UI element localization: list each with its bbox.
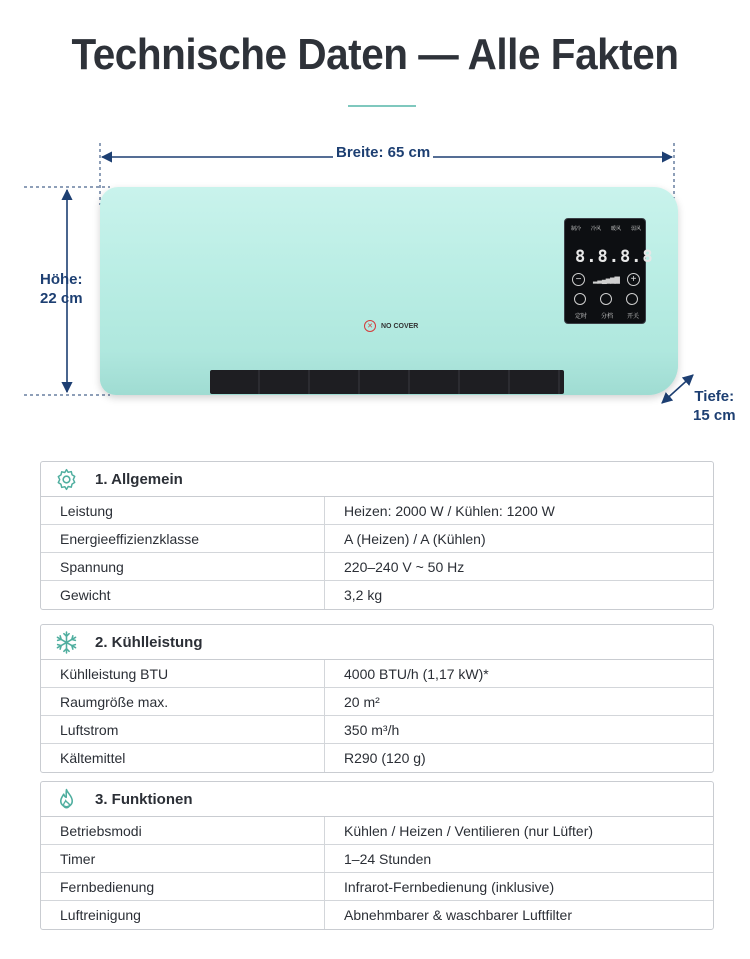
section-title: 3. Funktionen (95, 790, 193, 808)
row-value: A (Heizen) / A (Kühlen) (344, 530, 486, 547)
table-row (41, 901, 713, 929)
depth-label-title: Tiefe: (694, 388, 735, 405)
section-header (41, 625, 713, 660)
minus-icon: − (572, 273, 585, 286)
timer-icon (574, 293, 586, 305)
section-header (41, 462, 713, 497)
panel-display: 8.8.8.8 (575, 247, 654, 267)
air-vent (210, 370, 564, 394)
section-header (41, 782, 713, 817)
row-value: 350 m³/h (344, 721, 400, 738)
row-label: Leistung (41, 497, 325, 524)
row-label: Luftreinigung (41, 901, 325, 929)
no-cover-text: NO COVER (381, 322, 419, 330)
row-value: 20 m² (344, 693, 380, 710)
table-row (41, 497, 713, 525)
table-row (41, 873, 713, 901)
row-label: Raumgröße max. (41, 688, 325, 715)
panel-icon-row (574, 293, 638, 305)
power-icon (626, 293, 638, 305)
height-label-title: Höhe: (40, 271, 83, 288)
plus-icon: + (627, 273, 640, 286)
fan-level-icon: ▂▃▄▅▆▇ (593, 276, 619, 284)
panel-button-label: 定时 (575, 314, 588, 320)
panel-button-label: 分档 (600, 314, 613, 320)
row-value: Infrarot-Fernbedienung (inklusive) (344, 878, 555, 895)
panel-mode-label: 弱风 (630, 226, 641, 232)
table-row (41, 845, 713, 873)
row-label: Energieeffizienzklasse (41, 525, 325, 552)
page-title: Technische Daten — Alle Fakten (71, 30, 679, 79)
flame-icon (54, 787, 79, 812)
no-cover-warning (364, 320, 418, 332)
panel-button-labels (575, 311, 639, 320)
row-value: 1–24 Stunden (344, 850, 432, 867)
row-value: 220–240 V ~ 50 Hz (344, 558, 465, 575)
table-row (41, 744, 713, 772)
table-row (41, 581, 713, 609)
row-value: 4000 BTU/h (1,17 kW)* (344, 665, 489, 682)
row-label: Kältemittel (41, 744, 325, 772)
section-title: 1. Allgemein (95, 470, 183, 488)
panel-mode-label: 冷风 (590, 226, 601, 232)
no-cover-icon: ✕ (364, 320, 376, 332)
row-value: 3,2 kg (344, 587, 383, 603)
snowflake-icon (54, 630, 79, 655)
row-value: Abnehmbarer & waschbarer Luftfilter (344, 907, 572, 923)
row-label: Timer (41, 845, 325, 872)
section-general (40, 461, 714, 610)
control-panel (564, 218, 654, 324)
row-label: Betriebsmodi (41, 817, 325, 844)
table-row (41, 660, 713, 688)
depth-label-value: 15 cm (693, 407, 736, 424)
gear-icon (54, 467, 79, 492)
row-label: Kühlleistung BTU (41, 660, 325, 687)
panel-adjust-row (572, 273, 640, 286)
fan-speed-icon (600, 293, 612, 305)
row-label: Luftstrom (41, 716, 325, 743)
panel-mode-labels (571, 225, 641, 232)
section-cooling (40, 624, 714, 773)
height-label-value: 22 cm (40, 290, 83, 307)
row-label: Spannung (41, 553, 325, 580)
width-label: Breite: 65 cm (333, 143, 433, 162)
panel-mode-label: 制冷 (571, 226, 582, 232)
section-functions (40, 781, 714, 930)
table-row (41, 817, 713, 845)
row-label: Gewicht (41, 581, 325, 609)
row-value: Kühlen / Heizen / Ventilieren (nur Lüfter) (344, 822, 594, 839)
table-row (41, 688, 713, 716)
table-row (41, 553, 713, 581)
depth-label (693, 387, 736, 425)
height-label (40, 270, 83, 308)
row-value: Heizen: 2000 W / Kühlen: 1200 W (344, 502, 555, 519)
panel-mode-label: 暖风 (610, 226, 621, 232)
section-title: 2. Kühlleistung (95, 633, 203, 651)
row-label: Fernbedienung (41, 873, 325, 900)
row-value: R290 (120 g) (344, 750, 426, 766)
panel-button-label: 开关 (626, 314, 639, 320)
table-row (41, 716, 713, 744)
table-row (41, 525, 713, 553)
